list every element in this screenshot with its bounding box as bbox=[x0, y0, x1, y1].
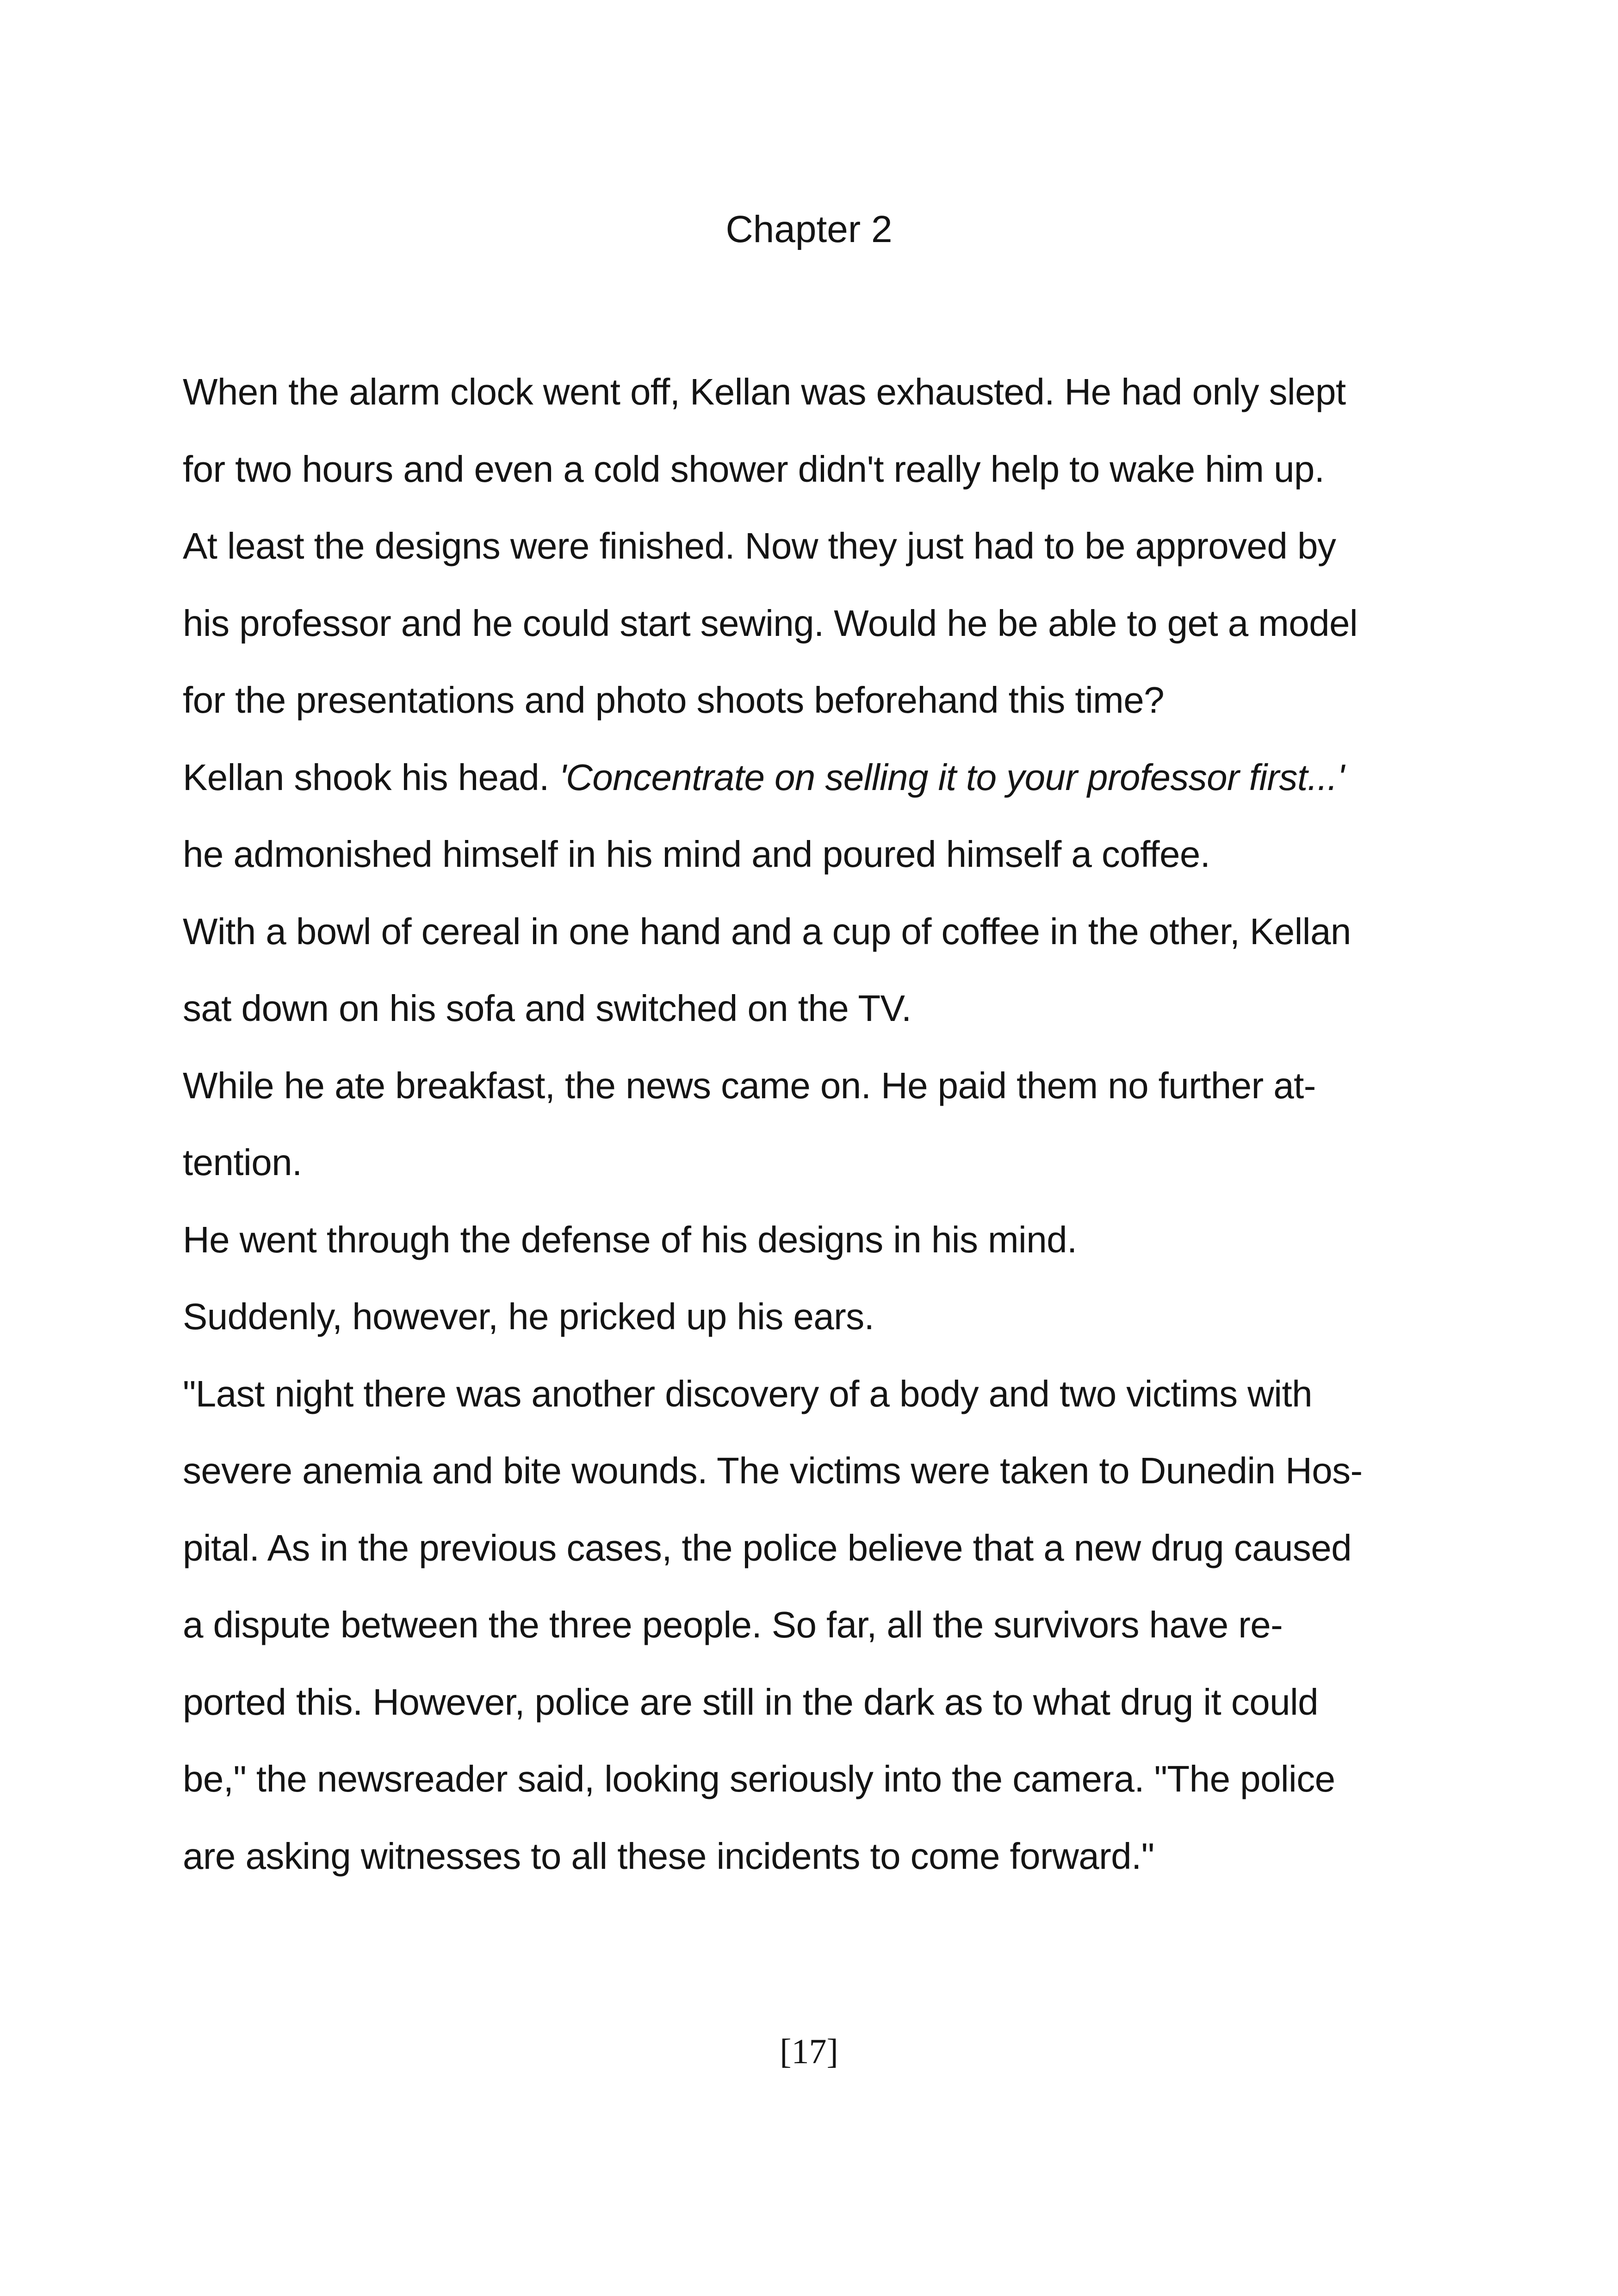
page-number: [17] bbox=[780, 2032, 838, 2071]
text-line: ported this. However, police are still in the dark as to what drug it could bbox=[183, 1681, 1319, 1723]
text-line bbox=[183, 739, 1441, 816]
text-line: be," the newsreader said, looking seriously into the camera. "The police bbox=[183, 1758, 1335, 1799]
text-line-lead: Kellan shook his head. bbox=[183, 756, 559, 798]
text-line: Suddenly, however, he pricked up his ears. bbox=[183, 1296, 874, 1337]
text-line: tention. bbox=[183, 1142, 302, 1183]
text-line: a dispute between the three people. So far, all the survivors have re- bbox=[183, 1604, 1283, 1645]
text-line: When the alarm clock went off, Kellan was exhausted. He had only slept bbox=[183, 371, 1346, 412]
text-line: are asking witnesses to all these incidents to come forward." bbox=[183, 1835, 1154, 1877]
text-line: he admonished himself in his mind and poured himself a coffee. bbox=[183, 834, 1210, 875]
text-line: pital. As in the previous cases, the police believe that a new drug caused bbox=[183, 1527, 1352, 1568]
text-line: for two hours and even a cold shower didn't really help to wake him up. bbox=[183, 448, 1325, 490]
chapter-body bbox=[183, 354, 1441, 1895]
text-line: his professor and he could start sewing. Would he be able to get a model bbox=[183, 602, 1358, 644]
text-line: severe anemia and bite wounds. The victims were taken to Dunedin Hos- bbox=[183, 1450, 1363, 1491]
text-line: He went through the defense of his designs in his mind. bbox=[183, 1219, 1077, 1260]
text-line: "Last night there was another discovery of a body and two victims with bbox=[183, 1373, 1312, 1414]
chapter-title: Chapter 2 bbox=[725, 208, 893, 250]
text-line: With a bowl of cereal in one hand and a cup of coffee in the other, Kellan bbox=[183, 910, 1351, 952]
text-line: While he ate breakfast, the news came on. He paid them no further at- bbox=[183, 1064, 1316, 1106]
inner-thought-italic: 'Concentrate on selling it to your professor first...' bbox=[559, 756, 1345, 798]
text-line: sat down on his sofa and switched on the TV. bbox=[183, 988, 911, 1029]
text-line: for the presentations and photo shoots beforehand this time? bbox=[183, 679, 1164, 721]
text-line: At least the designs were finished. Now they just had to be approved by bbox=[183, 525, 1336, 566]
